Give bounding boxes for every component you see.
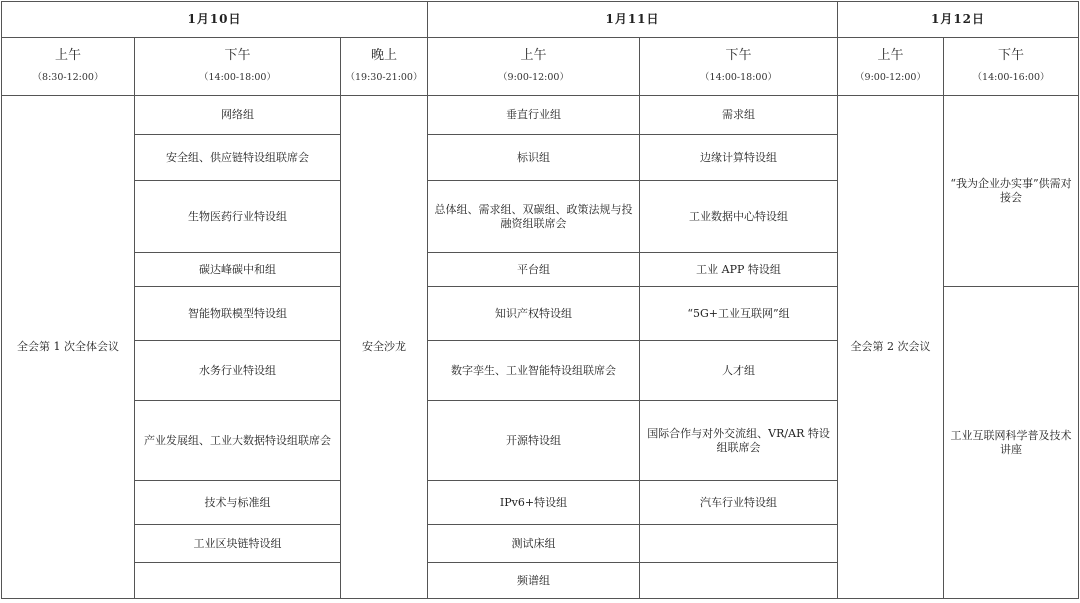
period-name: 下午	[725, 48, 752, 64]
period-time: （14:00-18:00）	[700, 72, 777, 84]
period-header-row	[2, 38, 1079, 96]
schedule-table	[1, 1, 1079, 599]
jan12-am-plenary-cell: 全会第 2 次会议	[838, 96, 944, 599]
schedule-row	[2, 96, 1079, 135]
jan10-pm-session-cell	[135, 563, 341, 599]
jan10-evening-salon-cell: 安全沙龙	[341, 96, 428, 599]
jan11-am-session-cell: 总体组、需求组、双碳组、政策法规与投融资组联席会	[428, 181, 640, 253]
jan11-pm-session-cell: 需求组	[640, 96, 838, 135]
period-time: （9:00-12:00）	[498, 72, 569, 84]
jan12-pm-session-cell: 工业互联网科学普及技术讲座	[944, 287, 1079, 599]
jan11-pm-session-cell	[640, 563, 838, 599]
period-name: 上午	[520, 48, 547, 64]
jan12-pm-session-cell: “我为企业办实事”供需对接会	[944, 96, 1079, 287]
jan11-pm-session-cell: 国际合作与对外交流组、VR/AR 特设组联席会	[640, 401, 838, 481]
jan11-am-session-cell: 频谱组	[428, 563, 640, 599]
jan11-pm-session-cell: 边缘计算特设组	[640, 135, 838, 181]
period-name: 下午	[998, 48, 1025, 64]
jan10-pm-session-cell: 工业区块链特设组	[135, 525, 341, 563]
period-name: 晚上	[371, 48, 398, 64]
period-header-jan10-am	[2, 38, 135, 96]
jan11-pm-session-cell: 工业数据中心特设组	[640, 181, 838, 253]
date-header-jan11: 1月11日	[428, 2, 838, 38]
jan11-pm-session-cell: 汽车行业特设组	[640, 481, 838, 525]
period-time: （14:00-16:00）	[972, 72, 1050, 84]
jan10-pm-session-cell: 技术与标准组	[135, 481, 341, 525]
jan11-am-session-cell: 数字孪生、工业智能特设组联席会	[428, 341, 640, 401]
jan10-am-plenary-cell: 全会第 1 次全体会议	[2, 96, 135, 599]
jan11-am-session-cell: 垂直行业组	[428, 96, 640, 135]
jan11-pm-session-cell: “5G+工业互联网”组	[640, 287, 838, 341]
date-header-row	[2, 2, 1079, 38]
jan11-am-session-cell: 平台组	[428, 253, 640, 287]
period-header-jan10-pm	[135, 38, 341, 96]
date-header-jan10: 1月10日	[2, 2, 428, 38]
jan10-pm-session-cell: 智能物联模型特设组	[135, 287, 341, 341]
period-header-jan11-pm	[640, 38, 838, 96]
period-name: 上午	[54, 48, 81, 64]
jan11-am-session-cell: IPv6+特设组	[428, 481, 640, 525]
jan11-am-session-cell: 标识组	[428, 135, 640, 181]
jan11-am-session-cell: 测试床组	[428, 525, 640, 563]
period-header-jan10-eve	[341, 38, 428, 96]
period-time: （19:30-21:00）	[345, 72, 423, 84]
period-time: （8:30-12:00）	[32, 72, 104, 84]
period-header-jan12-pm	[944, 38, 1079, 96]
jan11-pm-session-cell: 工业 APP 特设组	[640, 253, 838, 287]
jan10-pm-session-cell: 生物医药行业特设组	[135, 181, 341, 253]
date-header-jan12: 1月12日	[838, 2, 1079, 38]
period-header-jan12-am	[838, 38, 944, 96]
jan11-pm-session-cell: 人才组	[640, 341, 838, 401]
jan10-pm-session-cell: 水务行业特设组	[135, 341, 341, 401]
period-name: 上午	[877, 48, 904, 64]
jan11-am-session-cell: 开源特设组	[428, 401, 640, 481]
jan10-pm-session-cell: 碳达峰碳中和组	[135, 253, 341, 287]
period-header-jan11-am	[428, 38, 640, 96]
jan10-pm-session-cell: 安全组、供应链特设组联席会	[135, 135, 341, 181]
jan11-pm-session-cell	[640, 525, 838, 563]
period-time: （9:00-12:00）	[855, 72, 926, 84]
jan11-am-session-cell: 知识产权特设组	[428, 287, 640, 341]
jan10-pm-session-cell: 网络组	[135, 96, 341, 135]
period-time: （14:00-18:00）	[199, 72, 276, 84]
period-name: 下午	[224, 48, 251, 64]
jan10-pm-session-cell: 产业发展组、工业大数据特设组联席会	[135, 401, 341, 481]
